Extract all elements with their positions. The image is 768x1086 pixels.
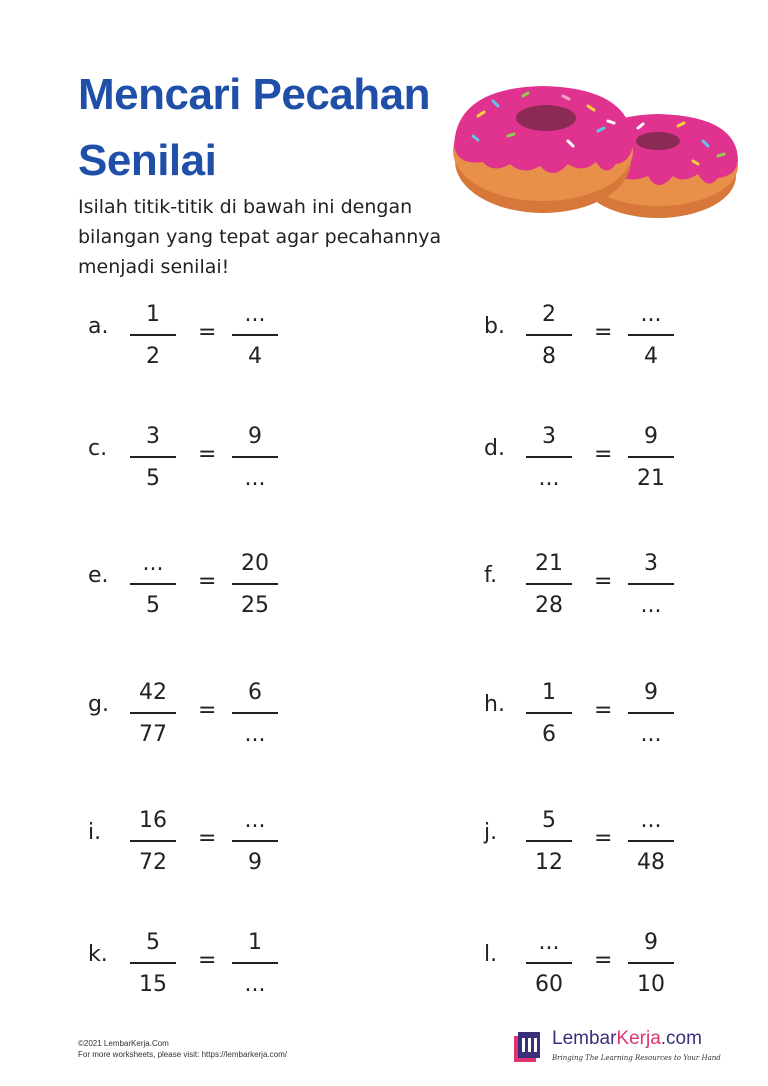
- footer-visit-text: For more worksheets, please visit: https://lembarkerja.com/: [78, 1050, 287, 1059]
- right-fraction: [232, 424, 278, 492]
- fraction-bar: [628, 840, 674, 842]
- fraction-bar: [232, 712, 278, 714]
- page-title: [78, 62, 430, 194]
- right-numerator: 9: [644, 424, 658, 449]
- problem-label: i.: [88, 820, 102, 845]
- right-numerator: 9: [644, 930, 658, 955]
- right-numerator: 6: [248, 680, 262, 705]
- problem-label: h.: [484, 692, 505, 717]
- fraction-bar: [130, 334, 176, 336]
- equals-sign: =: [198, 442, 217, 467]
- fraction-bar: [628, 456, 674, 458]
- left-numerator: 1: [542, 680, 556, 705]
- right-fraction: [232, 551, 278, 619]
- problem-label: c.: [88, 436, 108, 461]
- fraction-bar: [130, 712, 176, 714]
- fraction-bar: [526, 583, 572, 585]
- footer: [78, 1038, 287, 1060]
- left-numerator: 42: [139, 680, 167, 705]
- equals-sign: =: [594, 826, 613, 851]
- right-fraction: [628, 302, 674, 370]
- brand-name: [552, 1028, 702, 1050]
- left-fraction: [130, 302, 176, 370]
- equals-sign: =: [594, 948, 613, 973]
- title-line-2: Senilai: [78, 136, 217, 185]
- problem-i: [88, 808, 308, 875]
- right-fraction: [628, 808, 674, 876]
- problem-label: a.: [88, 314, 109, 339]
- right-numerator: ...: [244, 302, 266, 327]
- left-denominator: 77: [139, 722, 167, 747]
- problem-f: [484, 551, 704, 618]
- book-logo-icon: [512, 1030, 546, 1064]
- right-denominator: ...: [244, 722, 266, 747]
- instruction-line-2: bilangan yang tepat agar pecahannya: [78, 226, 442, 248]
- left-fraction: [526, 930, 572, 998]
- instruction-line-3: menjadi senilai!: [78, 256, 230, 278]
- right-denominator: 25: [241, 593, 269, 618]
- right-numerator: ...: [640, 808, 662, 833]
- left-denominator: 72: [139, 850, 167, 875]
- left-fraction: [526, 551, 572, 619]
- right-denominator: ...: [640, 722, 662, 747]
- problem-d: [484, 424, 704, 491]
- right-fraction: [628, 424, 674, 492]
- fraction-bar: [130, 840, 176, 842]
- left-numerator: 2: [542, 302, 556, 327]
- left-fraction: [526, 680, 572, 748]
- problem-label: g.: [88, 692, 109, 717]
- brand-name-part-3: .com: [660, 1028, 702, 1049]
- right-fraction: [232, 930, 278, 998]
- equals-sign: =: [198, 569, 217, 594]
- fraction-bar: [232, 334, 278, 336]
- equals-sign: =: [198, 948, 217, 973]
- fraction-bar: [232, 583, 278, 585]
- left-numerator: 5: [542, 808, 556, 833]
- left-numerator: 21: [535, 551, 563, 576]
- left-fraction: [130, 930, 176, 998]
- fraction-bar: [526, 712, 572, 714]
- fraction-bar: [232, 840, 278, 842]
- right-numerator: ...: [244, 808, 266, 833]
- left-numerator: 16: [139, 808, 167, 833]
- instructions: [78, 192, 498, 282]
- fraction-bar: [130, 962, 176, 964]
- equals-sign: =: [198, 698, 217, 723]
- problem-label: j.: [484, 820, 498, 845]
- left-fraction: [526, 808, 572, 876]
- left-fraction: [130, 680, 176, 748]
- problem-label: d.: [484, 436, 505, 461]
- left-denominator: 12: [535, 850, 563, 875]
- problem-label: f.: [484, 563, 498, 588]
- equals-sign: =: [594, 320, 613, 345]
- footer-copyright: ©2021 LembarKerja.Com: [78, 1039, 169, 1048]
- right-denominator: 9: [248, 850, 262, 875]
- equals-sign: =: [594, 569, 613, 594]
- fraction-bar: [526, 962, 572, 964]
- left-denominator: 28: [535, 593, 563, 618]
- equals-sign: =: [594, 698, 613, 723]
- brand-logo: [512, 1028, 721, 1068]
- left-numerator: ...: [142, 551, 164, 576]
- title-line-1: Mencari Pecahan: [78, 70, 430, 119]
- brand-tagline: Bringing The Learning Resources to Your Hand: [552, 1054, 721, 1062]
- right-denominator: 21: [637, 466, 665, 491]
- problem-label: e.: [88, 563, 109, 588]
- fraction-bar: [526, 456, 572, 458]
- left-denominator: 8: [542, 344, 556, 369]
- left-fraction: [130, 808, 176, 876]
- fraction-bar: [628, 334, 674, 336]
- left-fraction: [130, 551, 176, 619]
- problem-j: [484, 808, 704, 875]
- problem-label: k.: [88, 942, 108, 967]
- right-fraction: [232, 680, 278, 748]
- fraction-bar: [130, 583, 176, 585]
- left-numerator: 3: [146, 424, 160, 449]
- right-numerator: 9: [248, 424, 262, 449]
- right-denominator: 48: [637, 850, 665, 875]
- equals-sign: =: [198, 826, 217, 851]
- equals-sign: =: [198, 320, 217, 345]
- left-denominator: 15: [139, 972, 167, 997]
- fraction-bar: [232, 962, 278, 964]
- right-numerator: 9: [644, 680, 658, 705]
- left-denominator: 60: [535, 972, 563, 997]
- left-denominator: 6: [542, 722, 556, 747]
- right-fraction: [232, 302, 278, 370]
- left-denominator: 5: [146, 466, 160, 491]
- fraction-bar: [232, 456, 278, 458]
- fraction-bar: [628, 712, 674, 714]
- problem-label: b.: [484, 314, 505, 339]
- fraction-bar: [628, 962, 674, 964]
- left-numerator: ...: [538, 930, 560, 955]
- right-numerator: 1: [248, 930, 262, 955]
- equals-sign: =: [594, 442, 613, 467]
- right-denominator: ...: [244, 972, 266, 997]
- right-denominator: 4: [644, 344, 658, 369]
- instruction-line-1: Isilah titik-titik di bawah ini dengan: [78, 196, 413, 218]
- right-numerator: 20: [241, 551, 269, 576]
- right-numerator: ...: [640, 302, 662, 327]
- problem-a: [88, 302, 308, 369]
- brand-name-part-2: Kerja: [616, 1028, 661, 1049]
- problem-c: [88, 424, 308, 491]
- fraction-bar: [628, 583, 674, 585]
- problem-k: [88, 930, 308, 997]
- fraction-bar: [526, 334, 572, 336]
- left-denominator: ...: [538, 466, 560, 491]
- left-numerator: 3: [542, 424, 556, 449]
- right-denominator: 4: [248, 344, 262, 369]
- problem-label: l.: [484, 942, 498, 967]
- problem-l: [484, 930, 704, 997]
- problem-g: [88, 680, 308, 747]
- right-denominator: ...: [640, 593, 662, 618]
- fraction-bar: [526, 840, 572, 842]
- left-numerator: 5: [146, 930, 160, 955]
- right-denominator: ...: [244, 466, 266, 491]
- right-fraction: [628, 930, 674, 998]
- left-fraction: [526, 302, 572, 370]
- fraction-bar: [130, 456, 176, 458]
- left-fraction: [526, 424, 572, 492]
- right-fraction: [232, 808, 278, 876]
- problem-h: [484, 680, 704, 747]
- brand-name-part-1: Lembar: [552, 1028, 617, 1049]
- right-denominator: 10: [637, 972, 665, 997]
- right-numerator: 3: [644, 551, 658, 576]
- left-denominator: 5: [146, 593, 160, 618]
- left-denominator: 2: [146, 344, 160, 369]
- problem-b: [484, 302, 704, 369]
- left-numerator: 1: [146, 302, 160, 327]
- left-fraction: [130, 424, 176, 492]
- right-fraction: [628, 680, 674, 748]
- problem-e: [88, 551, 308, 618]
- right-fraction: [628, 551, 674, 619]
